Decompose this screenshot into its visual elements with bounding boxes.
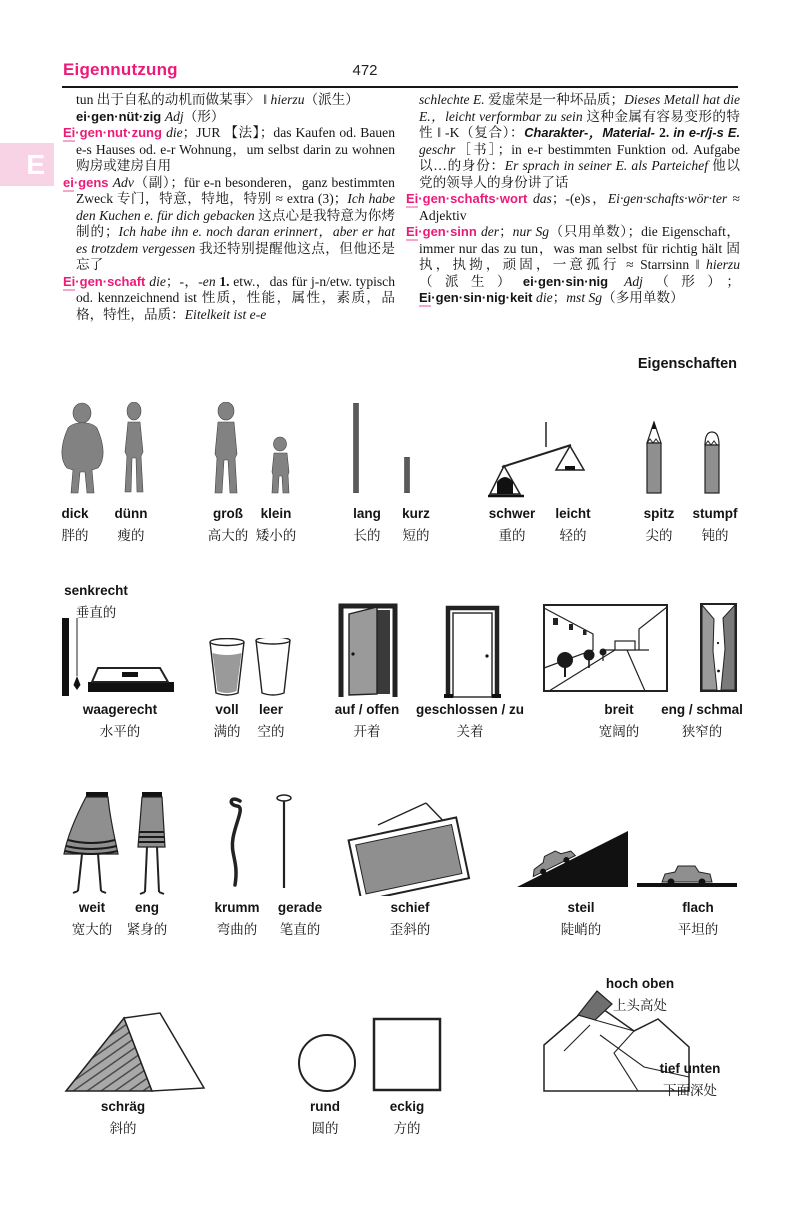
- figure-label-zh: 方的: [393, 1121, 421, 1136]
- schief-frame-icon: [342, 798, 474, 896]
- dictionary-entry: schlechte E. 爱虚荣是一种坏品质；Dieses Metall hat die E.，leicht verformbar zu sein 这种金属有容易变形的特性 ‖ -K（复合）：Charakter-，Material- 2. in e-r/j-s E. geschr［书］；in e-r bestimmten Funktion od. Aufgabe 以…的身份：Er sprach in seiner E. als Parteichef 他以党的领导人的身份讲了话: [419, 92, 741, 190]
- dictionary-entry: ei·gen·nüt·zig Adj（形）: [76, 108, 225, 124]
- figure-label-zh: 弯曲的: [216, 922, 258, 937]
- weit-eng-skirts-icon: [62, 792, 177, 895]
- rund-circle-icon: [296, 1033, 358, 1093]
- figure-label-zh: 重的: [498, 528, 526, 543]
- steil-slope-car-icon: [517, 830, 629, 888]
- figure-label-zh: 宽大的: [71, 922, 113, 937]
- dictionary-entry: Ei·gen·nut·zung die；JUR 【法】；das Kaufen od. Bauen e-s Hauses od. e-r Wohnung，um selbst darin zu wohnen 购房或建房自用: [63, 125, 395, 173]
- spitz-stumpf-pencils-icon: [642, 421, 726, 495]
- figure-label-zh: 笔直的: [279, 922, 321, 937]
- gross-klein-figures-icon: [200, 402, 302, 497]
- figure-label-zh: 尖的: [645, 528, 673, 543]
- dictionary-entry: Ei·gen·schaft die；-，-en 1. etw.，das für j-n/etw. typisch od. kennzeichnend ist 性质，性能，属性，素质，品格，特性，品质：Eitelkeit ist e-e: [63, 273, 396, 322]
- figure-label-de: gerade: [277, 900, 323, 915]
- breit-street-icon: [543, 604, 668, 692]
- figure-label-zh: 垂直的: [75, 605, 117, 620]
- figure-label-de: leicht: [555, 506, 591, 521]
- figure-label-zh: 钝的: [701, 528, 729, 543]
- figure-label-zh: 上头高处: [613, 998, 667, 1013]
- kurz-stick-icon: [403, 457, 411, 493]
- offen-open-door-icon: [337, 602, 399, 698]
- figure-label-zh: 歪斜的: [389, 922, 431, 937]
- dictionary-entry: ei·gens Adv（副）；für e-n besonderen，ganz bestimmten Zweck 专门，特意，特地，特别 ≈ extra (3)；Ich habe den Kuchen e. für dich gebacken 这点心是我特意为你烤制的；Ich habe ihn e. noch daran erinnert，aber er hat es trotzdem vergessen 我还特别提醒他这点，但他还是忘了: [63, 174, 396, 272]
- figure-label-de: steil: [567, 900, 595, 915]
- figure-label-zh: 平坦的: [677, 922, 719, 937]
- figure-label-de: dick: [61, 506, 89, 521]
- figure-label-zh: 宽阔的: [598, 724, 640, 739]
- dictionary-entry: Ei·gen·schafts·wort das；-(e)s，Ei·gen·schafts·wör·ter ≈ Adjektiv: [406, 191, 741, 223]
- figure-label-zh: 圆的: [311, 1121, 339, 1136]
- figure-label-de: eng / schmal: [661, 702, 743, 717]
- alphabet-tab: [0, 143, 54, 186]
- figure-label-de: eckig: [389, 1099, 425, 1114]
- figure-label-de: flach: [682, 900, 714, 915]
- figure-label-de: spitz: [643, 506, 675, 521]
- dick-duenn-figures-icon: [58, 402, 160, 497]
- figure-label-zh: 轻的: [559, 528, 587, 543]
- figure-label-de: schwer: [488, 506, 536, 521]
- figure-label-zh: 下面深处: [663, 1083, 717, 1098]
- figure-label-de: groß: [213, 506, 243, 521]
- figure-label-de: auf / offen: [334, 702, 400, 717]
- figure-label-de: lang: [353, 506, 381, 521]
- figure-label-zh: 陡峭的: [560, 922, 602, 937]
- schraeg-roof-icon: [62, 1010, 207, 1094]
- figure-section-heading: Eigenschaften: [637, 356, 737, 372]
- voll-leer-glasses-icon: [208, 638, 294, 698]
- figure-label-zh: 胖的: [61, 528, 89, 543]
- figure-label-zh: 斜的: [109, 1121, 137, 1136]
- page-header-keyword: Eigennutzung: [63, 60, 178, 79]
- waagerecht-level-icon: [88, 650, 174, 696]
- figure-label-zh: 长的: [353, 528, 381, 543]
- figure-label-zh: 高大的: [207, 528, 249, 543]
- figure-label-de: leer: [258, 702, 284, 717]
- figure-label-de: tief unten: [659, 1061, 721, 1076]
- figure-label-de: weit: [78, 900, 106, 915]
- flach-flat-car-icon: [637, 853, 737, 889]
- figure-label-de: breit: [604, 702, 634, 717]
- figure-label-de: geschlossen / zu: [415, 702, 525, 717]
- figure-label-de: dünn: [114, 506, 148, 521]
- dictionary-entry: Ei·gen·sinn der；nur Sg（只用单数）；die Eigenschaft，immer nur das zu tun，was man selbst für richtig hält 固执，执拗，顽固，一意孤行 ≈ Starrsinn ‖ hierzu（派生）ei·gen·sin·nig Adj（形）；Ei·gen·sin·nig·keit die；mst Sg（多用单数）: [406, 224, 741, 305]
- header-rule: [62, 86, 738, 88]
- figure-label-de: krumm: [214, 900, 260, 915]
- dictionary-entry: tun 出于自私的动机而做某事〉 ‖ hierzu（派生）: [76, 92, 359, 107]
- figure-label-de: waagerecht: [82, 702, 158, 717]
- eckig-square-icon: [372, 1017, 442, 1093]
- figure-label-de: klein: [260, 506, 292, 521]
- figure-label-zh: 空的: [257, 724, 285, 739]
- lang-stick-icon: [352, 403, 360, 493]
- figure-label-de: kurz: [402, 506, 430, 521]
- figure-label-de: hoch oben: [605, 976, 675, 991]
- figure-label-zh: 关着: [456, 724, 484, 739]
- figure-label-zh: 满的: [213, 724, 241, 739]
- figure-label-de: senkrecht: [64, 583, 128, 598]
- senkrecht-plumb-icon: [62, 618, 84, 696]
- figure-label-zh: 紧身的: [126, 922, 168, 937]
- geschlossen-closed-door-icon: [444, 604, 501, 699]
- schmal-alley-icon: [700, 603, 737, 692]
- alphabet-tab-letter: E: [26, 148, 45, 180]
- figure-label-de: voll: [215, 702, 239, 717]
- schwer-leicht-scale-icon: [488, 420, 588, 498]
- dictionary-column-right: [406, 92, 740, 307]
- figure-label-de: schief: [390, 900, 430, 915]
- figure-label-zh: 矮小的: [255, 528, 297, 543]
- page-number: 472: [352, 62, 378, 79]
- figure-label-de: stumpf: [692, 506, 738, 521]
- krumm-gerade-sticks-icon: [220, 793, 305, 891]
- dictionary-column-left: [63, 92, 395, 323]
- figure-label-de: eng: [134, 900, 160, 915]
- figure-label-de: schräg: [100, 1099, 146, 1114]
- figure-label-de: rund: [310, 1099, 340, 1114]
- figure-label-zh: 狭窄的: [681, 724, 723, 739]
- figure-label-zh: 瘦的: [117, 528, 145, 543]
- figure-label-zh: 水平的: [99, 724, 141, 739]
- figure-label-zh: 短的: [402, 528, 430, 543]
- figure-label-zh: 开着: [353, 724, 381, 739]
